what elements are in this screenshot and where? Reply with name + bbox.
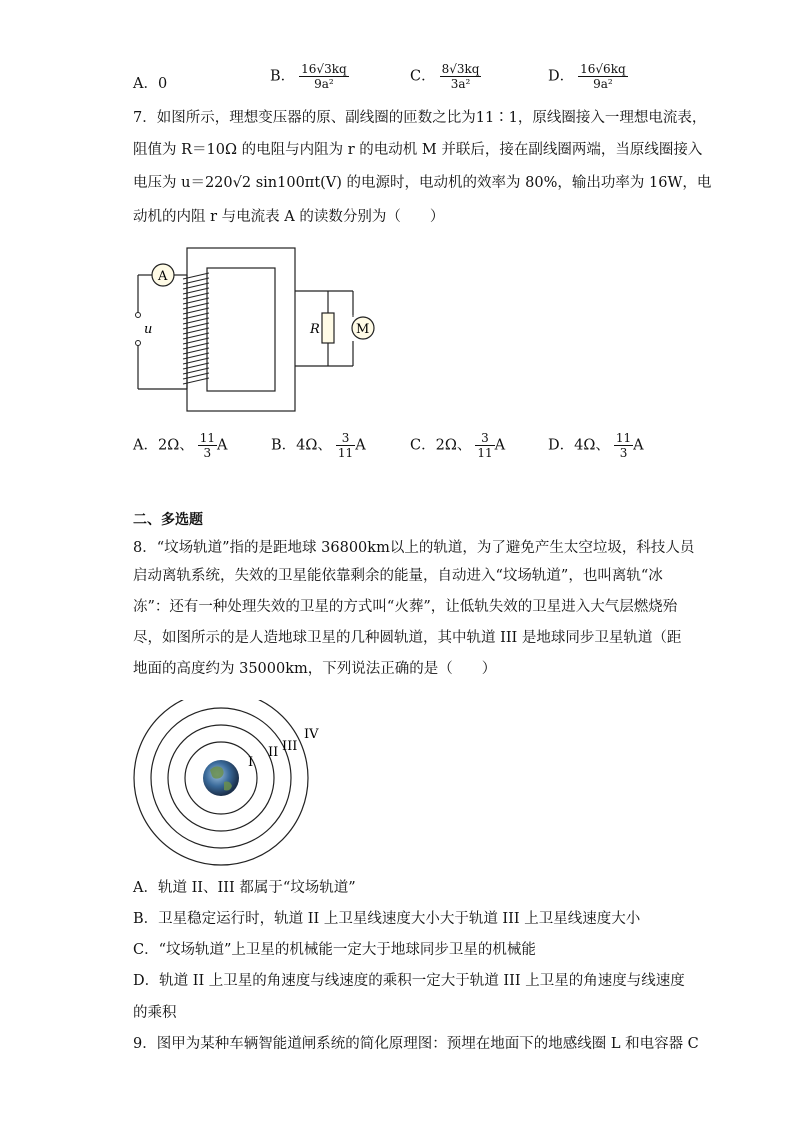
motor-label: M: [356, 322, 370, 337]
orbit-label-iv: IV: [304, 727, 319, 742]
q6-option-c: C． $\frac{8√3kq}{\text{3a²}}$: [410, 62, 480, 91]
q8-line-4: 尽，如图所示的是人造地球卫星的几种圆轨道，其中轨道 III 是地球同步卫星轨道（距: [133, 630, 682, 646]
q8-option-d-cont: 的乘积: [133, 1005, 177, 1021]
q8-option-b: B．卫星稳定运行时，轨道 II 上卫星线速度大小大于轨道 III 上卫星线速度大小: [133, 911, 641, 927]
q7-line-1: 7．如图所示，理想变压器的原、副线圈的匝数之比为11∶1，原线圈接入一理想电流表，: [133, 110, 707, 126]
q7-option-d: D．4Ω、 $\frac{11}{3}$ A: [548, 431, 644, 460]
q6-option-b: B． $\frac{16√3kq}{\text{9a²}}$: [270, 62, 347, 91]
orbit-label-iii: III: [282, 739, 298, 754]
q7-option-b: B．4Ω、 $\frac{3}{11}$ A: [271, 431, 366, 460]
q7-option-a: A．2Ω、 $\frac{11}{3}$ A: [133, 431, 228, 460]
terminal-bottom: [136, 341, 141, 346]
q8-line-2: 启动离轨系统，失效的卫星能依靠剩余的能量，自动进入“坟场轨道”，也叫离轨“冰: [133, 568, 663, 584]
resistor-icon: [322, 313, 334, 343]
q7-line-4: 动机的内阻 r 与电流表 A 的读数分别为（ ）: [133, 209, 445, 225]
earth-icon: [203, 760, 239, 796]
transformer-core-inner: [207, 268, 275, 391]
q8-option-d: D．轨道 II 上卫星的角速度与线速度的乘积一定大于轨道 III 上卫星的角速度与线速度: [133, 973, 685, 989]
transformer-circuit-figure: [125, 243, 385, 415]
q7-line-2: 阻值为 R＝10Ω 的电阻与内阻为 r 的电动机 M 并联后，接在副线圈两端，当原线圈接入: [133, 142, 703, 158]
q7-option-c: C．2Ω、 $\frac{3}{11}$ A: [410, 431, 506, 460]
q8-line-1: 8．“坟场轨道”指的是距地球 36800km以上的轨道，为了避免产生太空垃圾，科技人员: [133, 540, 695, 556]
terminal-top: [136, 313, 141, 318]
q8-option-a: A．轨道 II、III 都属于“坟场轨道”: [133, 880, 356, 896]
orbit-label-ii: II: [268, 745, 279, 760]
ammeter-label: A: [158, 269, 168, 284]
q6-option-d: D． $\frac{16√6kq}{\text{9a²}}$: [548, 62, 626, 91]
q7-line-3: 电压为 u＝220√2 sin100πt(V) 的电源时，电动机的效率为 80%，输出功率为 16W，电: [133, 175, 712, 191]
q9-line-1: 9．图甲为某种车辆智能道闸系统的简化原理图：预埋在地面下的地感线圈 L 和电容器 C: [133, 1036, 699, 1052]
orbit-label-i: I: [248, 755, 254, 770]
q8-line-3: 冻”：还有一种处理失效的卫星的方式叫“火葬”，让低轨失效的卫星进入大气层燃烧殆: [133, 599, 678, 615]
voltage-label: u: [144, 322, 153, 337]
orbit-figure: [130, 700, 320, 875]
section-title-multi-choice: 二、多选题: [133, 512, 203, 528]
q8-option-c: C．“坟场轨道”上卫星的机械能一定大于地球同步卫星的机械能: [133, 942, 536, 958]
resistor-label: R: [310, 322, 320, 337]
q6-option-a: A．0: [133, 76, 168, 92]
q8-line-5: 地面的高度约为 35000km，下列说法正确的是（ ）: [133, 661, 497, 677]
